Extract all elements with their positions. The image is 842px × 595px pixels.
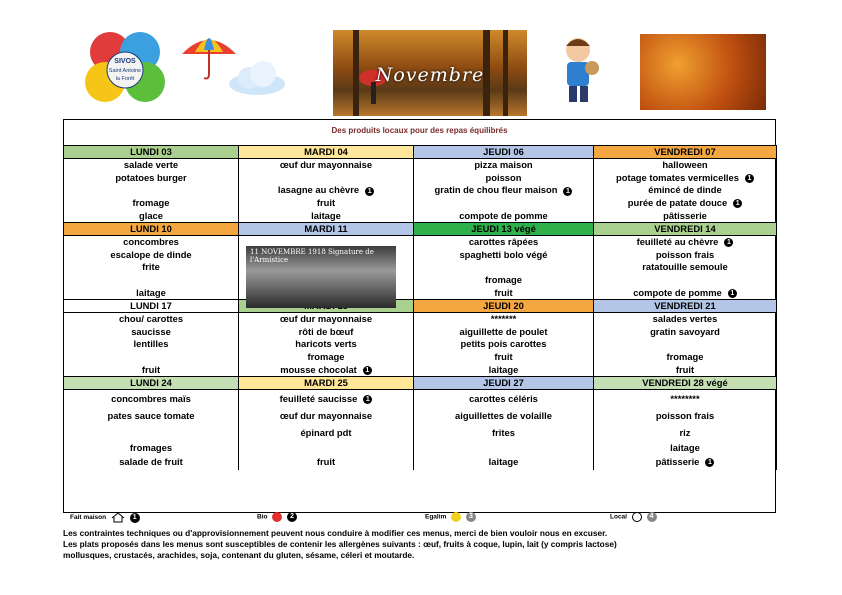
menu-item: fruit xyxy=(414,286,594,299)
fait-maison-marker-icon: 1 xyxy=(728,289,737,298)
menu-item: pizza maison xyxy=(414,159,594,172)
menu-row xyxy=(64,338,777,351)
menu-row xyxy=(64,235,777,248)
menu-item: aiguillette de poulet xyxy=(414,326,594,339)
menu-item: chou/ carottes xyxy=(64,312,239,325)
menu-row xyxy=(64,454,777,470)
menu-item: glace xyxy=(64,209,239,222)
menu-item-cell xyxy=(594,172,777,185)
menu-item: compote de pomme xyxy=(414,209,594,222)
menu-row xyxy=(64,407,777,425)
day-header: VENDREDI 14 xyxy=(594,222,777,235)
menu-item: fruit xyxy=(239,197,414,210)
legend-label: Fait maison xyxy=(70,514,107,522)
fait-maison-marker-icon: 1 xyxy=(365,187,374,196)
week-header-row xyxy=(64,146,777,159)
menu-item: salade verte xyxy=(64,159,239,172)
legend-label: Bio xyxy=(257,513,268,521)
sivos-logo xyxy=(80,30,170,110)
menu-item: laitage xyxy=(414,454,594,470)
number-two-icon: 2 xyxy=(287,512,297,522)
number-one-icon: 1 xyxy=(130,513,140,523)
fait-maison-marker-icon: 1 xyxy=(724,238,733,247)
menu-item-cell xyxy=(239,184,414,197)
menu-item: feuilleté saucisse xyxy=(279,392,358,404)
menu-item: compote de pomme xyxy=(633,286,722,298)
menu-item: pâtisserie xyxy=(594,209,777,222)
menu-row xyxy=(64,197,777,210)
menu-item xyxy=(239,172,414,185)
menu-item-cell xyxy=(594,197,777,210)
day-header: VENDREDI 28 végé xyxy=(594,376,777,389)
number-three-icon: 3 xyxy=(466,512,476,522)
menu-item: fruit xyxy=(414,351,594,364)
menu-item: fromages xyxy=(64,441,239,454)
menu-item: saucisse xyxy=(64,326,239,339)
menu-row xyxy=(64,209,777,222)
menu-item xyxy=(64,351,239,364)
menu-item: salades vertes xyxy=(594,312,777,325)
menu-item: purée de patate douce xyxy=(627,197,728,209)
photo-caption: 11 NOVEMBRE 1918 Signature de l'Armistice xyxy=(250,248,374,264)
menu-item: aiguillettes de volaille xyxy=(414,407,594,425)
menu-item: riz xyxy=(594,425,777,441)
legend-bio xyxy=(257,512,297,522)
menu-item: rôti de bœuf xyxy=(239,326,414,339)
menu-row xyxy=(64,363,777,376)
svg-text:Saint Antoine: Saint Antoine xyxy=(108,68,142,74)
day-header: MARDI 11 xyxy=(239,222,414,235)
menu-item: concombres maïs xyxy=(64,389,239,407)
menu-item xyxy=(64,274,239,287)
menu-item: feuilleté au chèvre xyxy=(636,236,719,248)
menu-item xyxy=(414,197,594,210)
day-header: JEUDI 27 xyxy=(414,376,594,389)
boy-with-teddy-image xyxy=(552,32,608,108)
menu-item: carottes céléris xyxy=(414,389,594,407)
legend-local xyxy=(610,512,657,522)
local-icon xyxy=(632,512,642,522)
note-line: mollusques, crustacés, arachides, soja, contenant du gluten, sésame, céleri et moutarde. xyxy=(63,550,415,560)
fait-maison-marker-icon: 1 xyxy=(363,395,372,404)
menu-item-cell xyxy=(239,389,414,407)
weekly-menu-table xyxy=(63,145,777,470)
menu-row xyxy=(64,159,777,172)
menu-item xyxy=(414,441,594,454)
menu-item xyxy=(64,184,239,197)
banner-title: Novembre xyxy=(375,64,485,86)
menu-item: frites xyxy=(414,425,594,441)
legend-fait-maison xyxy=(70,512,140,523)
week-header-row xyxy=(64,222,777,235)
menu-item: ******** xyxy=(594,389,777,407)
menu-item: lasagne au chèvre xyxy=(277,184,360,196)
menu-item: lentilles xyxy=(64,338,239,351)
november-banner xyxy=(333,30,527,116)
menu-item: pâtisserie xyxy=(655,456,700,467)
menu-row xyxy=(64,249,777,262)
menu-item xyxy=(64,425,239,441)
day-header: MARDI 04 xyxy=(239,146,414,159)
menu-item: gratin savoyard xyxy=(594,326,777,339)
menu-item: œuf dur mayonnaise xyxy=(239,159,414,172)
menu-item: poisson frais xyxy=(594,407,777,425)
house-icon xyxy=(111,512,125,523)
menu-row xyxy=(64,286,777,299)
legend-label: Local xyxy=(610,513,627,521)
menu-row xyxy=(64,425,777,441)
cloud-icon xyxy=(225,58,289,98)
menu-item xyxy=(594,338,777,351)
menu-subtitle: Des produits locaux pour des repas équilibrés xyxy=(331,126,508,135)
menu-item: concombres xyxy=(64,235,239,248)
menu-item: carottes râpées xyxy=(414,235,594,248)
day-header: MARDI 25 xyxy=(239,376,414,389)
menu-item: halloween xyxy=(594,159,777,172)
fait-maison-marker-icon: 1 xyxy=(705,458,714,467)
menu-item: poisson xyxy=(414,172,594,185)
menu-item: mousse chocolat xyxy=(280,363,357,375)
menu-item: salade de fruit xyxy=(64,454,239,470)
menu-item: ratatouille semoule xyxy=(594,261,777,274)
svg-text:SIVOS: SIVOS xyxy=(114,58,136,65)
day-header: LUNDI 17 xyxy=(64,299,239,312)
day-header: VENDREDI 07 xyxy=(594,146,777,159)
menu-item: escalope de dinde xyxy=(64,249,239,262)
menu-item: laitage xyxy=(414,363,594,376)
day-header: LUNDI 10 xyxy=(64,222,239,235)
menu-item: pates sauce tomate xyxy=(64,407,239,425)
menu-row xyxy=(64,312,777,325)
menu-item: laitage xyxy=(239,209,414,222)
menu-notes xyxy=(63,528,783,561)
menu-item: œuf dur mayonnaise xyxy=(239,312,414,325)
week-header-row xyxy=(64,376,777,389)
note-line: Les contraintes techniques ou d'approvisionnement peuvent nous conduire à modifier ces menus, merci de bien vouloir nous en excuser. xyxy=(63,528,608,538)
day-header: JEUDI 06 xyxy=(414,146,594,159)
menu-row xyxy=(64,184,777,197)
menu-item: gratin de chou fleur maison xyxy=(434,184,558,196)
menu-item: frite xyxy=(64,261,239,274)
day-header: LUNDI 24 xyxy=(64,376,239,389)
menu-item: laitage xyxy=(594,441,777,454)
week-header-row xyxy=(64,299,777,312)
menu-item: fromage xyxy=(239,351,414,364)
menu-item-cell xyxy=(594,235,777,248)
menu-row xyxy=(64,326,777,339)
menu-item: émincé de dinde xyxy=(594,184,777,197)
menu-item: spaghetti bolo végé xyxy=(414,249,594,262)
menu-row xyxy=(64,261,777,274)
menu-item-cell xyxy=(594,286,777,299)
day-header: VENDREDI 21 xyxy=(594,299,777,312)
number-four-icon: 4 xyxy=(647,512,657,522)
menu-item: fruit xyxy=(64,363,239,376)
menu-item: fruit xyxy=(594,363,777,376)
menu-item: ******* xyxy=(414,312,594,325)
fait-maison-marker-icon: 1 xyxy=(563,187,572,196)
menu-item: fromage xyxy=(594,351,777,364)
menu-item: potatoes burger xyxy=(64,172,239,185)
svg-text:la Forêt: la Forêt xyxy=(115,76,135,82)
menu-row xyxy=(64,441,777,454)
menu-item: fromage xyxy=(414,274,594,287)
fait-maison-marker-icon: 1 xyxy=(745,174,754,183)
day-header: JEUDI 13 végé xyxy=(414,222,594,235)
legend-label: Egalim xyxy=(425,513,447,521)
menu-item xyxy=(239,441,414,454)
menu-item: fruit xyxy=(239,454,414,470)
menu-item: fromage xyxy=(64,197,239,210)
menu-item-cell xyxy=(239,363,414,376)
menu-item: œuf dur mayonnaise xyxy=(239,407,414,425)
menu-item xyxy=(594,274,777,287)
note-line: Les plats proposés dans les menus sont susceptibles de contenir les allergènes suivants : œuf, fruits à coque, lupin, lait (y compris lactose) xyxy=(63,539,617,549)
menu-item: laitage xyxy=(64,286,239,299)
menu-item: épinard pdt xyxy=(239,425,414,441)
menu-item: potage tomates vermicelles xyxy=(616,171,739,183)
menu-row xyxy=(64,274,777,287)
menu-row xyxy=(64,389,777,407)
fait-maison-marker-icon: 1 xyxy=(363,366,372,375)
menu-row xyxy=(64,172,777,185)
menu-item: haricots verts xyxy=(239,338,414,351)
menu-item-cell xyxy=(594,454,777,470)
day-header: LUNDI 03 xyxy=(64,146,239,159)
day-header: JEUDI 20 xyxy=(414,299,594,312)
autumn-leaves-image xyxy=(640,34,766,110)
menu-item: petits pois carottes xyxy=(414,338,594,351)
legend-egalim xyxy=(425,512,476,522)
armistice-photo xyxy=(246,246,396,308)
menu-item xyxy=(414,261,594,274)
bio-leaf-icon xyxy=(272,512,282,522)
menu-row xyxy=(64,351,777,364)
menu-item: poisson frais xyxy=(594,249,777,262)
fait-maison-marker-icon: 1 xyxy=(733,199,742,208)
menu-item-cell xyxy=(414,184,594,197)
egalim-icon xyxy=(451,512,461,522)
